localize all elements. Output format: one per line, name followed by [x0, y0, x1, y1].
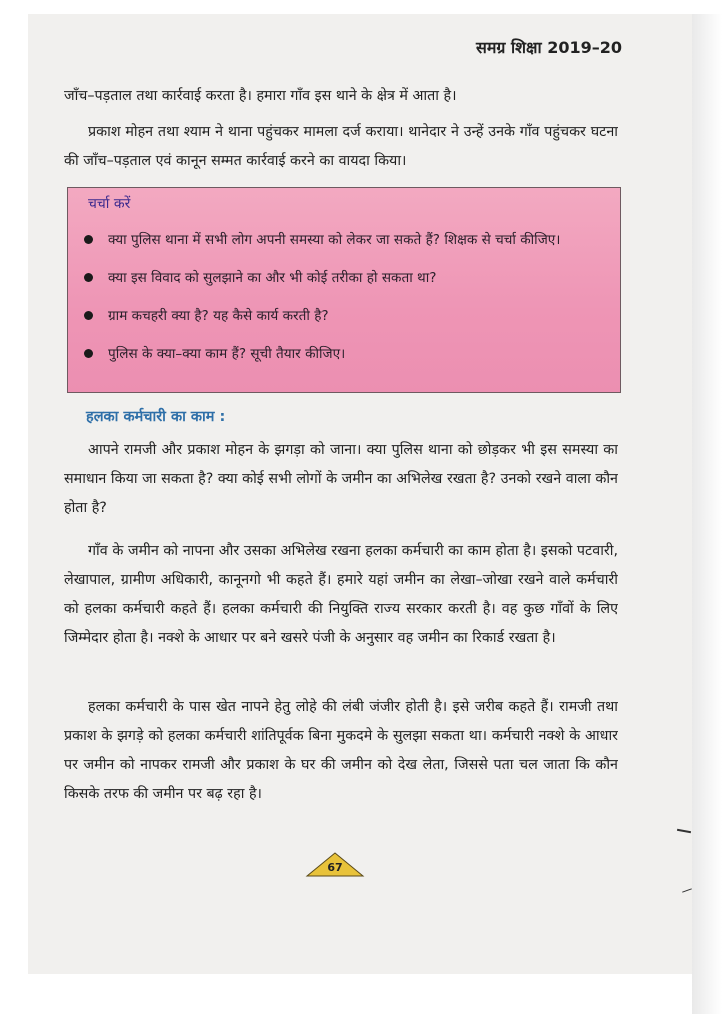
discussion-item — [82, 302, 602, 330]
discussion-box — [67, 187, 621, 393]
page-number-badge — [305, 851, 365, 877]
discussion-item — [82, 264, 602, 292]
paragraph-2: प्रकाश मोहन तथा श्याम ने थाना पहुंचकर मामला दर्ज कराया। थानेदार ने उन्हें उनके गाँव पहुंचकर घटना की जाँच–पड़ताल एवं कानून सम्मत कार्रवाई करने का वायदा किया। — [64, 124, 618, 169]
bullet-icon — [84, 349, 93, 358]
discussion-item — [82, 340, 602, 368]
discussion-item-text: ग्राम कचहरी क्या है? यह कैसे कार्य करती है? — [108, 308, 329, 324]
discussion-item-text: क्या पुलिस थाना में सभी लोग अपनी समस्या को लेकर जा सकते हैं? शिक्षक से चर्चा कीजिए। — [108, 232, 561, 248]
page-number: 67 — [327, 861, 343, 874]
paragraph-5: हलका कर्मचारी के पास खेत नापने हेतु लोहे की लंबी जंजीर होती है। इसे जरीब कहते हैं। रामजी तथा प्रकाश के झगड़े को हलका कर्मचारी शांतिपूर्वक बिना मुकदमे के सुलझा सकता था। कर्मचारी नक्शे के आधार पर जमीन को नापकर रामजी और प्रकाश के घर की जमीन को देख लेता, जिससे पता चल जाता कि कौन किसके तरफ की जमीन पर बढ़ रहा है। — [64, 699, 618, 802]
bullet-icon — [84, 311, 93, 320]
discussion-item-text: क्या इस विवाद को सुलझाने का और भी कोई तरीका हो सकता था? — [108, 270, 437, 286]
discussion-item — [82, 226, 602, 254]
discussion-title: चर्चा करें — [88, 196, 131, 212]
discussion-item-text: पुलिस के क्या–क्या काम हैं? सूची तैयार कीजिए। — [108, 346, 346, 362]
bullet-icon — [84, 235, 93, 244]
paragraph-1: जाँच–पड़ताल तथा कार्रवाई करता है। हमारा गाँव इस थाने के क्षेत्र में आता है। — [64, 88, 457, 104]
paragraph-3: आपने रामजी और प्रकाश मोहन के झगड़ा को जाना। क्या पुलिस थाना को छोड़कर भी इस समस्या का समाधान किया जा सकता है? क्या कोई सभी लोगों के जमीन का अभिलेख रखता है? उनको रखने वाला कौन होता है? — [64, 442, 618, 516]
page-header: समग्र शिक्षा 2019–20 — [476, 38, 622, 57]
discussion-list — [82, 226, 602, 378]
section-heading: हलका कर्मचारी का काम : — [86, 409, 226, 425]
page-edge-shadow — [692, 14, 722, 1014]
bullet-icon — [84, 273, 93, 282]
paragraph-4: गाँव के जमीन को नापना और उसका अभिलेख रखना हलका कर्मचारी का काम होता है। इसको पटवारी, लेखापाल, ग्रामीण अधिकारी, कानूनगो भी कहते हैं। हमारे यहां जमीन का लेखा–जोखा रखने वाले कर्मचारी को हलका कर्मचारी कहते हैं। हलका कर्मचारी की नियुक्ति राज्य सरकार करती है। वह कुछ गाँवों के लिए जिम्मेदार होता है। नक्शे के आधार पर बने खसरे पंजी के अनुसार वह जमीन का रिकार्ड रखता है। — [64, 543, 618, 646]
